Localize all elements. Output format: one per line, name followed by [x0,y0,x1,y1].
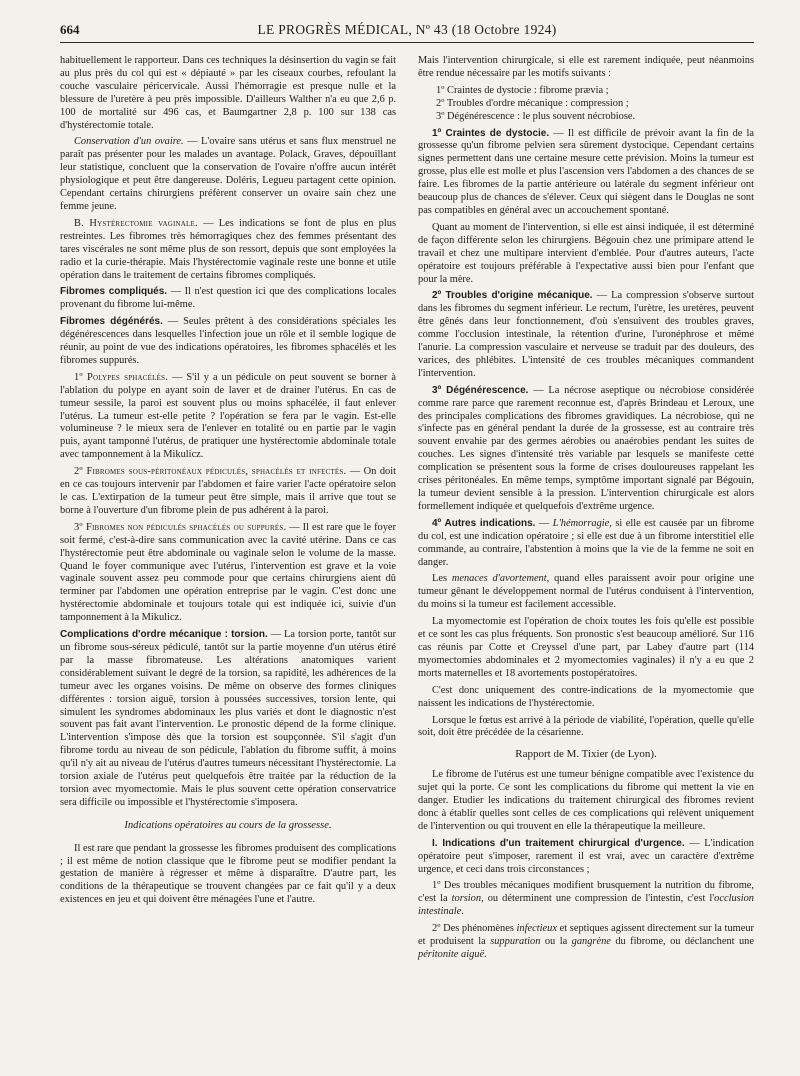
paragraph: Le fibrome de l'utérus est une tumeur bénigne compatible avec l'existence du sujet qui la porte. Ce sont les complications du fibrome qui mettent la vie en danger. Etudier les indications du traitement chirurgical des fibromes revient donc à établir quelles sont celles de ces complications qui relèvent uniquement de l'intervention ou qui trouvent en elle la thérapeutique la meilleure. [418,769,754,832]
subheading: 3º Dégénérescence. [432,384,529,396]
paragraph: Conservation d'un ovaire. — L'ovaire sans utérus et sans flux menstruel ne paraît pas présenter pour les malades un avantage. Polack, Graves, dépouillant leur statistique, concluent que la conservation de l'ovaire n'offre aucun intérêt physiologique et peut être dangereuse. Doléris, Legueu partagent cette opinion. Cependant certains chirurgiens préfèrent conserver un ovaire sain chez une femme jeune. [60,136,396,212]
list-item: 3º Dégénérescence : le plus souvent nécrobiose. [436,110,636,122]
subheading: 1º Craintes de dystocie. [432,127,550,139]
indication-list [418,85,754,124]
paragraph: 3º Fibromes non pédiculés sphacélés ou suppurés. — Il est rare que le foyer soit fermé, c'est-à-dire sans communication avec la cavité utérine. Dans ce cas l'hystérectomie peut être abdominale ou vaginale selon le volume de la masse. Quand le foyer communique avec l'utérus, l'intervention est grave et la voie vaginale souvent assez peu commode pour que certains chirurgiens aient dû terminer par l'abdomen une opération entreprise par le vagin. C'est donc une hystérectomie abdominale et toujours totale qui est indiquée ici, suivie d'un tamponnement à la Mikulicz. [60,521,396,624]
paragraph: Complications d'ordre mécanique : torsion. — La torsion porte, tantôt sur un fibrome sous-séreux pédiculé, tantôt sur la partie moyenne d'un utérus étiré par la masse fibromateuse. Les altérations anatomiques varient considérablement suivant le degré de la torsion, sa rapidité, les adhérences de la tumeur avec les organes voisins. De même on observe des formes cliniques différentes : torsion aiguë, torsion à poussées successives, torsion lente, qui simulent les syndromes abdominaux les plus variés et dont le diagnostic n'est souvent pas fait avant l'intervention. Le pronostic dépend de la forme clinique. L'intervention s'impose dès que la torsion est soupçonnée. S'il s'agit d'un fibrome tordu au niveau de son pédicule, l'ablation du fibrome suffit, à moins qu'il n'y ait au niveau de l'utérus d'autres tumeurs nécessitant l'hystérectomie. La torsion axiale de l'utérus peut quelquefois être traitée par la réduction de la torsion avec myomectomie. Mais le plus souvent cette opération conservatrice sera difficile ou impossible et l'hystérectomie s'imposera. [60,629,396,808]
paragraph: 2º Troubles d'origine mécanique. — La compression s'observe surtout dans les fibromes du segment inférieur. Le rectum, l'urètre, les uretères, peuvent être gênés dans leur fonctionnement, d'où s'ensuivent des troubles graves, comme l'occlusion intestinale, la rétention d'urine, l'uronéphrose et même l'anurie. La compression vasculaire et nerveuse se traduit par des douleurs, des varices, des phlébites. L'intensité de ces troubles mécaniques commandent l'intervention. [418,290,754,379]
list-item: 1º Craintes de dystocie : fibrome prævia ; [436,84,609,96]
subheading: 4º Autres indications. [432,517,536,529]
text-columns [60,55,754,966]
report-heading: Rapport de M. Tixier (de Lyon). [515,748,657,761]
paragraph: B. Hystérectomie vaginale. — Les indications se font de plus en plus restreintes. Les fibromes très hémorragiques chez des femmes présentant des tares viscérales ne sont même plus de son ressort, depuis que sont employées la radio et la curie-thérapie. Mais l'hystérectomie vaginale reste une bonne et utile opération dans le traitement de certains fibromes compliqués. [60,217,396,281]
right-column [418,55,754,966]
subheading: B. Hystérectomie vaginale. [74,217,198,229]
subheading: Fibromes compliqués. [60,286,168,298]
paragraph: 1º Des troubles mécaniques modifient brusquement la nutrition du fibrome, c'est la torsion, ou déterminent une compression de l'intestin, c'est l'occlusion intestinale. [418,880,754,918]
journal-title: LE PROGRÈS MÉDICAL, Nº 43 (18 Octobre 1924) [257,22,557,37]
paragraph: Quant au moment de l'intervention, si elle est ainsi indiquée, il est déterminé de façon différente selon les chirurgiens. Bégouin chez une primipare attend le travail et chez une multipare intervient d'emblée. Pour d'autres auteurs, l'acte opératoire est toujours préférable à l'expectative aussi bien pour l'enfant que pour la mère. [418,221,754,285]
paragraph: habituellement le rapporteur. Dans ces techniques la désinsertion du vagin se fait au plus près du col qui est « dépiauté » par les ciseaux courbes, refoulant la couche vasculaire péricervicale. Aussi l'hémorragie est presque nulle et la blessure de l'uretère à peu près impossible. D'ailleurs Walther n'a eu que 2,6 p. 100 de mortalité sur 496 cas, et Baumgartner 2,8 p. 100 sur 138 cas d'hystérectomie totale. [60,55,396,131]
subheading: Complications d'ordre mécanique : torsion. [60,629,268,641]
list-item: 2º Troubles d'ordre mécanique : compression ; [436,97,629,109]
paragraph: Fibromes dégénérés. — Seules prêtent à des considérations spéciales les dégénérescences dans lesquelles l'infection joue un rôle et il semble logique de réunir, au point de vue des indications opératoires, les fibromes sphacélés et les fibromes suppurés. [60,316,397,366]
paragraph: 3º Dégénérescence. — La nécrose aseptique ou nécrobiose considérée comme rare parce que rarement reconnue est, d'après Brindeau et Leroux, une des principales complications des fibromes gravidiques. La nécrobiose, qui ne s'infecte pas en général pendant la durée de la grossesse, est au contraire très souvent envahie par des germes aérobies ou anaérobies pendant les suites de couches. Les signes d'intensité très variable par lesquels se manifeste cette complication se présentent sous la forme de crises douloureuses rappelant les crises péritonéales. En même temps, symptôme important signalé par Bégouin, la tumeur devient sensible à la pression. L'intervention chirurgicale est alors formellement indiquée et quelquefois d'extrême urgence. [418,384,755,512]
paragraph: La myomectomie est l'opération de choix toutes les fois qu'elle est possible et ce sont les cas plus fréquents. Son pronostic s'est beaucoup amélioré. Sur 116 cas réunis par Cotte et Creyssel d'une part, par Labey d'autre part (114 myomectomies abdominales et 2 myomectomies vaginales) il n'y a eu que 2 morts maternelles et 18 avortements postopératoires. [418,616,754,679]
paragraph: I. Indications d'un traitement chirurgical d'urgence. — L'indication opératoire peut s'imposer, rarement il est vrai, avec un caractère d'extrême urgence, et ceci dans trois circonstances ; [418,837,755,875]
page-number: 664 [60,22,80,37]
paragraph: Lorsque le fœtus est arrivé à la période de viabilité, l'opération, quelle qu'elle soit, doit être précédée de la césarienne. [418,714,754,739]
subheading: I. Indications d'un traitement chirurgical d'urgence. [432,837,685,849]
paragraph: 2º Des phénomènes infectieux et septiques agissent directement sur la tumeur et produisent la suppuration ou la gangrène du fibrome, ou déclanchent une péritonite aiguë. [418,923,754,960]
paragraph: 1º Craintes de dystocie. — Il est difficile de prévoir avant la fin de la grossesse qu'un fibrome pelvien sera sûrement dystocique. Cependant certains signes permettent dans une certaine mesure cette prévision. Moins la tumeur est grosse, plus elle est molle et plus l'ascension vers l'abdomen a des chances de se faire. Les fibromes de la partie antérieure ou latérale du segment inférieur ont beaucoup plus de chances de s'élever. Ceux qui siègent dans le Douglas ne sont pas compatibles en général avec un accouchement spontané. [418,127,754,216]
paragraph: 4º Autres indications. — L'hémorragie, si elle est causée par un fibrome du col, est une indication opératoire ; si elle est due à un fibrome interstitiel elle commande, au contraire, l'abstention à moins que la vie de la femme ne soit en danger. [418,517,754,568]
paragraph: 2º Fibromes sous-péritonéaux pédiculés, sphacélés et infectés. — On doit en ce cas toujours intervenir par l'abdomen et faire varier l'acte opératoire selon le cas. L'extirpation de la tumeur peut être simple, mais il arrive que tout se borne à l'ouverture d'un fibrome plein de pus adhérent à la paroi. [60,466,396,516]
subheading: 1º Polypes sphacélés. [74,371,168,383]
subheading: Fibromes dégénérés. [60,316,163,328]
left-column [60,55,396,966]
paragraph: C'est donc uniquement des contre-indications de la myomectomie que naissent les indications de l'hystérectomie. [418,684,754,709]
paragraph: Fibromes compliqués. — Il n'est question ici que des complications locales provenant du fibrome lui-même. [60,286,396,311]
paragraph: 1º Polypes sphacélés. — S'il y a un pédicule on peut souvent se borner à l'ablation du polype en ayant soin de laver et de drainer l'utérus. En cas de tumeur sessile, la paroi est souvent plus ou moins sphacélée, il faut enlever l'utérus. La tumeur est-elle petite ? l'opération se fera par le vagin. Est-elle volumineuse ? le mieux sera de l'enlever en totalité ou en partie par le vagin puis, ayant tamponné l'utérus, de pratiquer une hystérectomie abdominale totale avec tamponnement à la Mikulicz. [60,371,396,461]
subheading: 2º Fibromes sous-péritonéaux pédiculés, sphacélés et infectés. [74,466,347,478]
subheading: Conservation d'un ovaire. [74,136,184,148]
subheading: 2º Troubles d'origine mécanique. [432,290,593,302]
paragraph: Mais l'intervention chirurgicale, si elle est rarement indiquée, peut néanmoins être rendue nécessaire par les motifs suivants : [418,55,754,79]
section-heading: Indications opératoires au cours de la grossesse. [124,819,332,831]
paragraph: Les menaces d'avortement, quand elles paraissent avoir pour origine une tumeur gênant le développement normal de l'utérus conduisent à l'intervention, du moins si la tumeur est facilement accessible. [418,573,754,611]
subheading: 3º Fibromes non pédiculés sphacélés ou suppurés. [74,521,287,533]
page-header [60,22,754,43]
paragraph: Il est rare que pendant la grossesse les fibromes produisent des complications ; il est même de notion classique que le fibrome peut se modifier pendant la gestation de manière à régresser et même à disparaître. D'autre part, les conditions de la thérapeutique se trouvent changées par ce fait qu'il y a deux existences en jeu et qui doivent être ménagées l'une et l'autre. [60,842,396,906]
